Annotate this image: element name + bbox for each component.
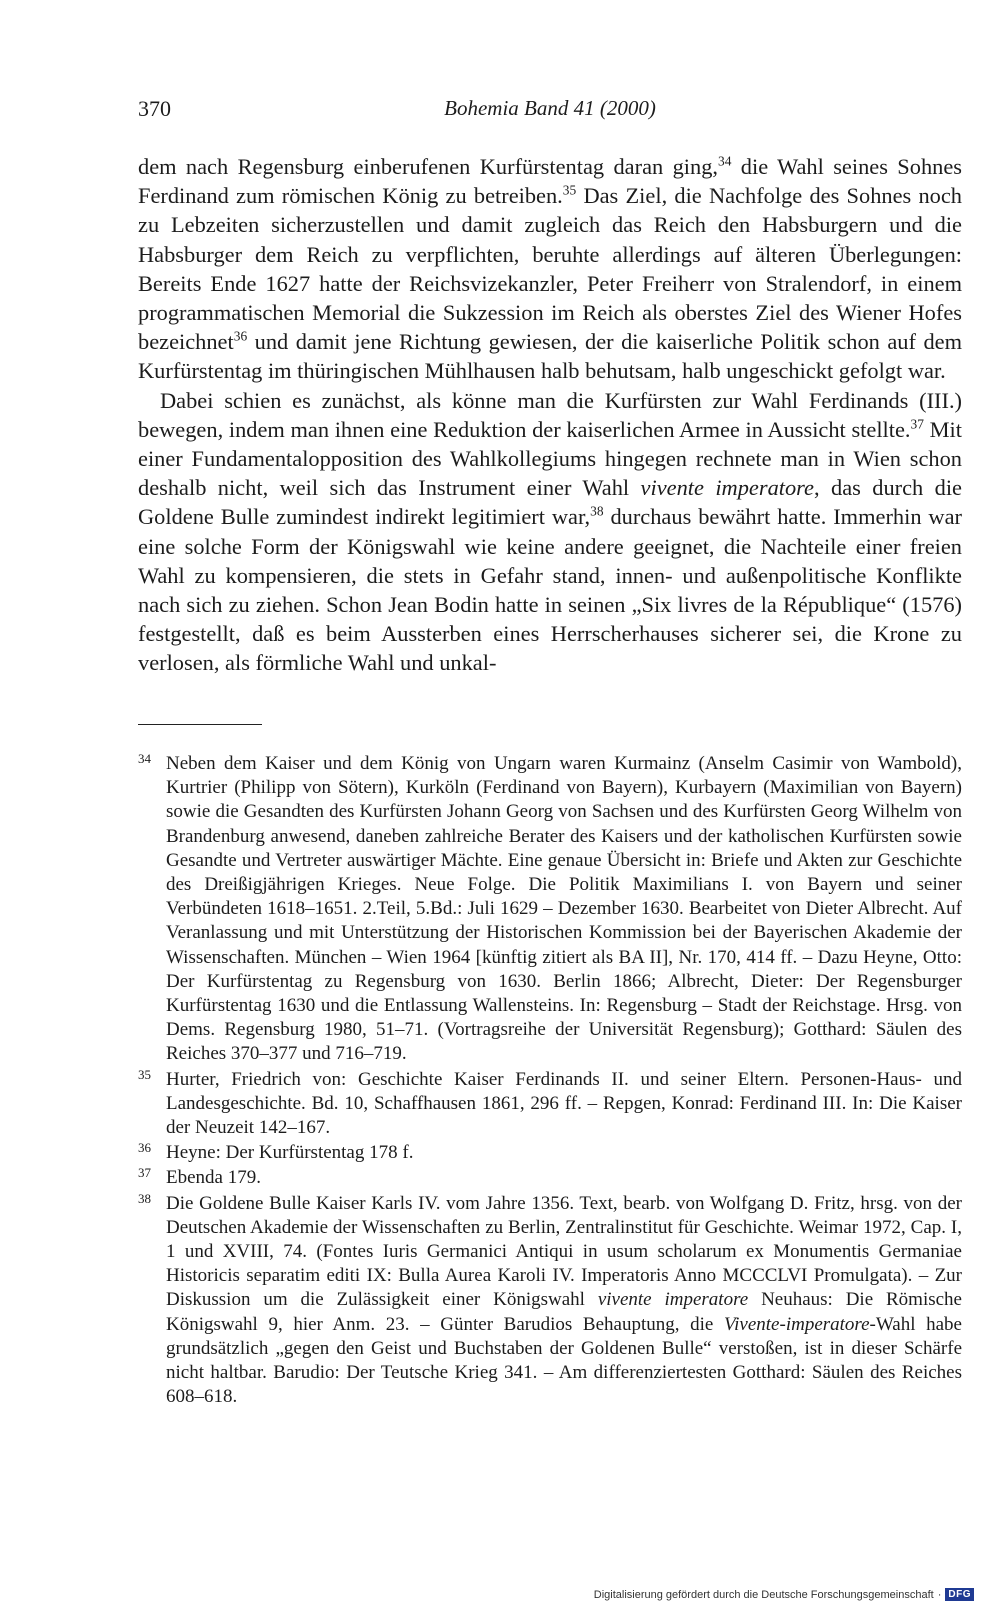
- footnote-34: [138, 752, 962, 1067]
- running-title: Bohemia Band 41 (2000): [444, 96, 656, 120]
- footnote-ref-38[interactable]: 38: [590, 503, 604, 519]
- text-span: Neuhaus: Die Römische Königswahl 9, hier Anm. 23. – Günter Barudios Behauptung, die: [166, 1289, 962, 1335]
- text-span: Das Ziel, die Nachfolge des Sohnes noch zu Lebzeiten sicherzustellen und damit zugleich das Reich den Habsburgern und die Habsburger dem Reich zu verpflichten, beruhte allerdings auf älteren Überlegungen: Bereits Ende 1627 hatte der Reichsvizekanzler, Peter Freiherr von Stralendorf, in einem programmatischen Memorial die Sukzession im Reich als oberstes Ziel des Wiener Hofes bezeichnet: [138, 183, 962, 355]
- footnote-number: 35: [138, 1066, 151, 1082]
- footnote-ref-34[interactable]: 34: [717, 153, 732, 169]
- paragraph-2: [138, 386, 962, 678]
- text-span: -Wahl habe grundsätzlich „gegen den Geist und Buchstaben der Goldenen Bulle“ verstoßen, ist in dieser Schärfe nicht haltbar. Barudio: Der Teutsche Krieg 341. – Am differenziertesten Gotthard: Säulen des Reiches 608–618.: [166, 1313, 962, 1408]
- footnote-text: Ebenda 179.: [166, 1167, 261, 1189]
- main-text: [138, 152, 962, 678]
- text-span: Die Goldene Bulle Kaiser Karls IV. vom Jahre 1356. Text, bearb. von Wolfgang D. Fritz, hrsg. von der Deutschen Akademie der Wissenschaften zu Berlin, Zentralinstitut für Geschichte. Weimar 1972, Cap. I, 1 und XVIII, 74. (Fontes Iuris Germanici Antiqui in usum scholarum ex Monumentis Germaniae Historicis separatim editi IX: Bulla Aurea Karoli IV. Imperatoris Anno MCCCLVI Promulgata). – Zur Diskussion um die Zulässigkeit einer Königswahl: [166, 1192, 962, 1311]
- footnote-38: [138, 1192, 962, 1410]
- text-span: Mit einer Fundamentalopposition des Wahlkollegiums hingegen rechnete man in Wien schon deshalb nicht, weil sich das Instrument einer Wahl: [138, 416, 962, 501]
- footnote-ref-37[interactable]: 37: [910, 416, 924, 432]
- footnote-35: [138, 1068, 962, 1141]
- footnote-number: 37: [138, 1165, 151, 1181]
- footnotes: [138, 752, 962, 1410]
- footnote-separator: [138, 724, 262, 725]
- footnote-37: [138, 1166, 962, 1190]
- footnote-ref-35[interactable]: 35: [562, 182, 577, 198]
- text-span: und damit jene Richtung gewiesen, der die kaiserliche Politik schon auf dem Kurfürstentag im thüringischen Mühlhausen halb behutsam, halb ungeschickt gefolgt war.: [138, 329, 962, 384]
- italic-term: vivente imperatore: [597, 1289, 749, 1311]
- footer-text: Digitalisierung gefördert durch die Deutsche Forschungsgemeinschaft: [593, 1588, 934, 1601]
- footnote-text: [166, 1192, 962, 1410]
- footnote-36: [138, 1141, 962, 1165]
- page-header: [138, 96, 962, 132]
- footnote-number: 34: [138, 751, 151, 766]
- text-span: die Wahl seines Sohnes Ferdinand zum römischen König zu betreiben.: [138, 154, 962, 209]
- italic-term: Vivente-imperatore: [723, 1313, 870, 1335]
- footnote-number: 38: [138, 1190, 151, 1206]
- footer-separator: ·: [937, 1588, 942, 1601]
- text-span: durchaus bewährt hatte. Immerhin war eine solche Form der Königswahl wie keine andere geeignet, die Nachteile einer freien Wahl zu kompensieren, die stets in Gefahr stand, innen- und außenpolitische Konflikte nach sich zu ziehen. Schon Jean Bodin hatte in seinen „Six livres de la République“ (1576) festgestellt, daß es beim Aussterben eines Herrscherhauses sicherer sei, die Krone zu verlosen, als förmliche Wahl und unkal-: [138, 504, 962, 676]
- page-number: 370: [138, 96, 171, 121]
- text-span: , das durch die Goldene Bulle zumindest indirekt legitimiert war,: [138, 475, 962, 530]
- text-span: Dabei schien es zunächst, als könne man die Kurfürsten zur Wahl Ferdinands (III.) bewegen, indem man ihnen eine Reduktion der kaiserlichen Armee in Aussicht stellte.: [138, 387, 962, 442]
- digitization-footer: [594, 1588, 974, 1601]
- footnote-text: Heyne: Der Kurfürstentag 178 f.: [166, 1142, 414, 1164]
- dfg-logo-icon: DFG: [945, 1588, 974, 1601]
- footnote-number: 36: [138, 1140, 151, 1156]
- footnote-text: Neben dem Kaiser und dem König von Ungarn waren Kurmainz (Anselm Casimir von Wambold), Kurtrier (Philipp von Sötern), Kurköln (Ferdinand von Bayern), Kurbayern (Maximilian von Bayern) sowie die Gesandten des Kurfürsten Johann Georg von Sachsen und des Kurfürsten Georg Wilhelm von Brandenburg anwesend, daneben zahlreiche Berater des Kaisers und der katholischen Kurfürsten sowie Gesandte und Vertreter auswärtiger Mächte. Eine genaue Übersicht in: Briefe und Akten zur Geschichte des Dreißigjährigen Krieges. Neue Folge. Die Politik Maximilians I. von Bayern und seiner Verbündeten 1618–1651. 2.Teil, 5.Bd.: Juli 1629 – Dezember 1630. Bearbeitet von Dieter Albrecht. Auf Veranlassung und mit Unterstützung der Historischen Kommission bei der Bayerischen Akademie der Wissenschaften. München – Wien 1964 [künftig zitiert als BA II], Nr. 170, 414 ff. – Dazu Heyne, Otto: Der Kurfürstentag zu Regensburg von 1630. Berlin 1866; Albrecht, Dieter: Der Regensburger Kurfürstentag 1630 und die Entlassung Wallensteins. In: Regensburg – Stadt der Reichstage. Hrsg. von Dems. Regensburg 1980, 51–71. (Vortragsreihe der Universität Regensburg); Gotthard: Säulen des Reiches 370–377 und 716–719.: [166, 753, 962, 1065]
- text-span: dem nach Regensburg einberufenen Kurfürstentag daran ging,: [138, 154, 718, 179]
- footnote-ref-36[interactable]: 36: [233, 328, 248, 344]
- paragraph-1: [138, 152, 962, 386]
- footnote-text: Hurter, Friedrich von: Geschichte Kaiser Ferdinands II. und seiner Eltern. Personen-Haus- und Landesgeschichte. Bd. 10, Schaffhausen 1861, 296 ff. – Repgen, Konrad: Ferdinand III. In: Die Kaiser der Neuzeit 142–167.: [166, 1068, 962, 1139]
- italic-term: vivente imperatore: [640, 475, 814, 501]
